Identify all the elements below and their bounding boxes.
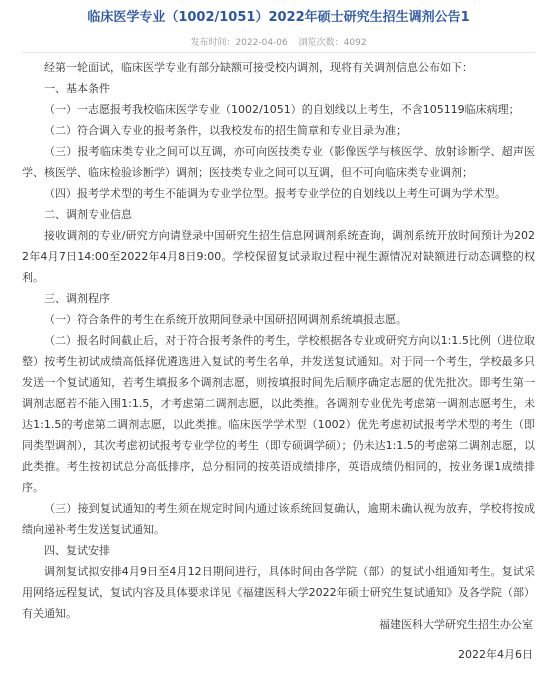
intro-paragraph: 经第一轮面试，临床医学专业有部分缺额可接受校内调剂，现将有关调剂信息公布如下： <box>44 61 473 74</box>
article-body <box>22 57 535 624</box>
condition-item-1: （一）一志愿报考我校临床医学专业（1002/1051）的自划线以上考生，不含105119临床病理； <box>44 103 520 116</box>
major-info-paragraph: 接收调剂的专业/研究方向请登录中国研究生招生信息网调剂系统查询，调剂系统开放时间预计为2022年4月7日14:00至2022年4月8日9:00。学校保留复试录取过程中视生源情况对缺额进行动态调整的权利。 <box>22 229 535 284</box>
publish-meta <box>22 36 535 50</box>
procedure-item-1: （一）符合条件的考生在系统开放期间登录中国研招网调剂系统填报志愿。 <box>44 313 407 326</box>
publish-info <box>190 38 287 48</box>
condition-item-3: （三）报考临床类专业之间可以互调，亦可向医技类专业（影像医学与核医学、放射诊断学、超声医学、核医学、临床检验诊断学）调剂；医技类专业之间可以互调，但不可向临床类专业调剂； <box>22 145 535 179</box>
views-count: 4092 <box>343 38 367 48</box>
publish-label: 发布时间： <box>190 38 236 48</box>
signature-office: 福建医科大学研究生招生办公室 <box>379 618 533 631</box>
views-info <box>299 38 367 48</box>
publish-date: 2022-04-06 <box>235 38 288 48</box>
section-heading-basic-conditions: 一、基本条件 <box>44 82 110 95</box>
procedure-item-2: （二）报名时间截止后，对于符合报考条件的考生，学校根据各专业或研究方向以1:1.5比例（进位取整）按考生初试成绩高低择优遴选进入复试的考生名单，并发送复试通知。对于同一个考生，学校最多只发送一个复试通知，若考生填报多个调剂志愿，则按填报时间先后顺序确定志愿的优先批次。即考生第一调剂志愿若不能入围1:1.5，才考虑第二调剂志愿，以此类推。各调剂专业优先考虑第一调剂志愿考生，未达1:1.5的考虑第二调剂志愿，以此类推。临床医学学术型（1002）优先考虑初试报考学术型的考生（即同类型调剂），其次考虑初试报考专业学位的考生（即专硕调学硕）；仍未达1:1.5的考虑第二调剂志愿，以此类推。考生按初试总分高低排序，总分相同的按英语成绩排序，英语成绩仍相同的，按业务课1成绩排序。 <box>22 334 535 494</box>
section-heading-major-info: 二、调剂专业信息 <box>44 208 132 221</box>
page-title: 临床医学专业（1002/1051）2022年硕士研究生招生调剂公告1 <box>87 10 470 25</box>
title-divider <box>22 52 535 53</box>
section-heading-procedure: 三、调剂程序 <box>44 292 110 305</box>
views-label: 浏览次数： <box>298 38 344 48</box>
section-heading-reexam: 四、复试安排 <box>44 544 110 557</box>
signature-date: 2022年4月6日 <box>458 648 533 661</box>
condition-item-2: （二）符合调入专业的报考条件，以我校发布的招生简章和专业目录为准； <box>44 124 407 137</box>
reexam-paragraph: 调剂复试拟安排4月9日至4月12日期间进行，具体时间由各学院（部）的复试小组通知考生。复试采用网络远程复试，复试内容及具体要求详见《福建医科大学2022年硕士研究生复试通知》及各学院（部）有关通知。 <box>22 565 535 620</box>
procedure-item-3: （三）接到复试通知的考生须在规定时间内通过该系统回复确认，逾期未确认视为放弃，学校将按成绩向递补考生发送复试通知。 <box>22 502 535 536</box>
condition-item-4: （四）报考学术型的考生不能调为专业学位型。报考专业学位的自划线以上考生可调为学术型。 <box>44 187 506 200</box>
